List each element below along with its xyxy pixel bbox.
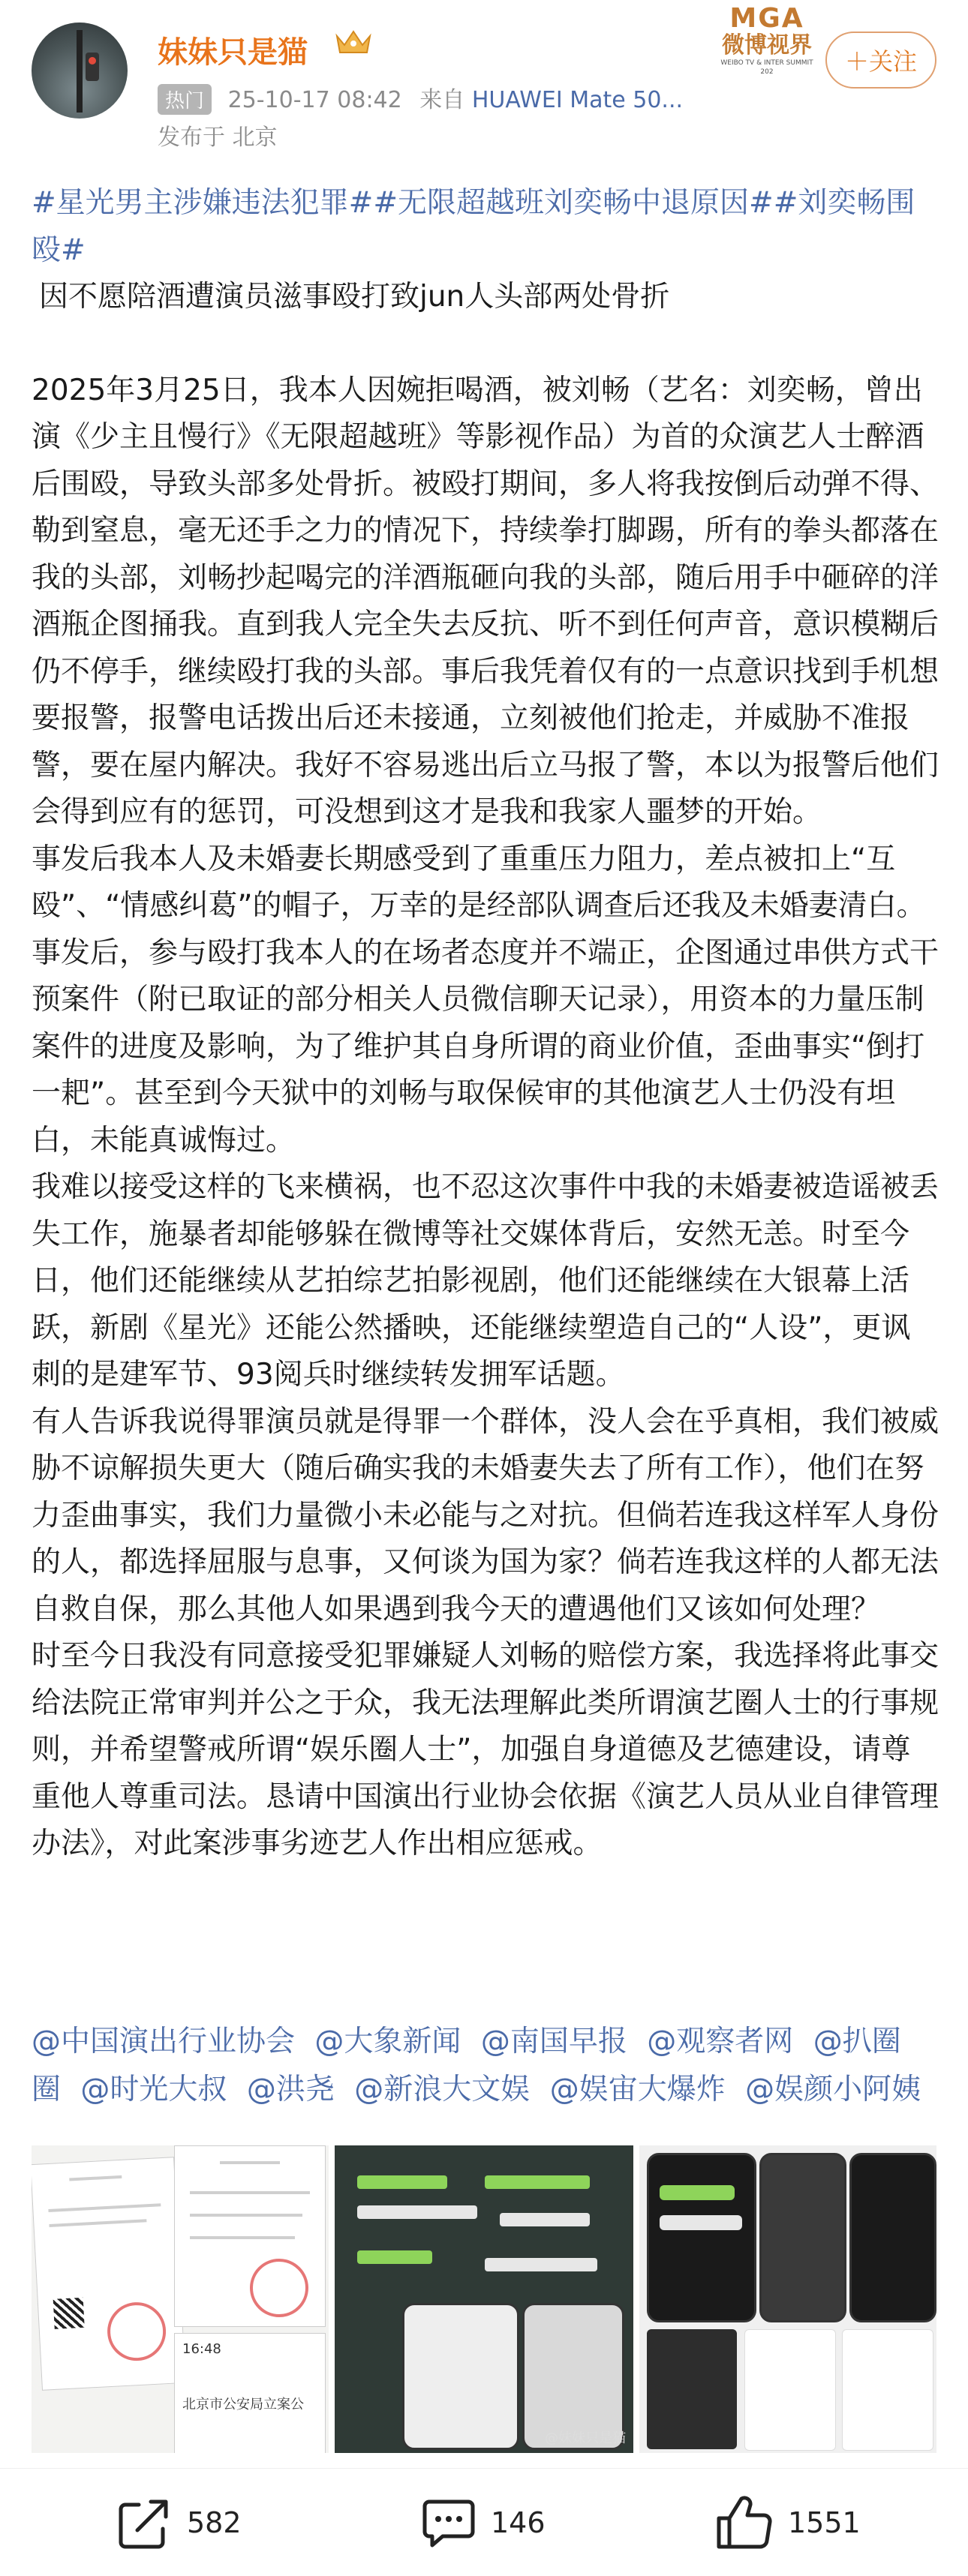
follow-button[interactable]: ＋关注 [825, 32, 936, 89]
chat-bubble [660, 2185, 735, 2200]
avatar-traffic-light [86, 53, 99, 81]
mention-link[interactable]: @娱宙大爆炸 [549, 2073, 726, 2106]
doc-time: 16:48 [182, 2341, 221, 2357]
post-header [0, 0, 968, 158]
watermark: @妹妹只是猫 [545, 2430, 626, 2446]
text-line [69, 2175, 122, 2181]
mentions [32, 2018, 939, 2114]
mention-link[interactable]: @大象新闻 [314, 2025, 461, 2058]
chat-bubble [357, 2205, 477, 2219]
thumbs-up-icon [714, 2494, 774, 2551]
post-paragraph: 时至今日我没有同意接受犯罪嫌疑人刘畅的赔偿方案，我选择将此事交给法院正常审判并公之于众，我无法理解此类所谓演艺圈人士的行事规则，并希望警戒所谓“娱乐圈人士”，加强自身道德及艺德建设，请尊重他人尊重司法。恳请中国演出行业协会依据《演艺人员从业自律管理办法》，对此案涉事劣迹艺人作出相应惩戒。 [32, 1639, 939, 1860]
post-meta [158, 81, 683, 115]
action-bar [0, 2468, 968, 2576]
post-paragraph: 有人告诉我说得罪演员就是得罪一个群体，没人会在乎真相，我们被威胁不谅解损失更大（随后确实我的未婚妻失去了所有工作），他们在努力歪曲事实，我们力量微小未必能与之对抗。但倘若连我这样军人身份的人，都选择屈服与息事，又何谈为国为家？倘若连我这样的人都无法自救自保，那么其他人如果遇到我今天的遭遇他们又该如何处理？ [32, 1404, 939, 1626]
text-line [220, 2161, 280, 2164]
username[interactable]: 妹妹只是猫 [158, 35, 308, 70]
comment-icon [420, 2494, 477, 2551]
chat-bubble [500, 2213, 590, 2226]
social-screenshot [744, 2329, 836, 2451]
chat-bubble [357, 2250, 432, 2264]
avatar[interactable] [32, 23, 128, 119]
share-icon [116, 2494, 173, 2551]
social-screenshot [842, 2329, 933, 2451]
like-button[interactable] [714, 2469, 861, 2576]
mention-link[interactable]: @观察者网 [647, 2025, 794, 2058]
post-paragraph: 事发后我本人及未婚妻长期感受到了重重压力阻力，差点被扣上“互殴”、“情感纠葛”的帽子，万幸的是经部队调查后还我及未婚妻清白。事发后，参与殴打我本人的在场者态度并不端正，企图通过串供方式干预案件（附已取证的部分相关人员微信聊天记录），用资本的力量压制案件的进度及影响，为了维护其自身所谓的商业价值，歪曲事实“倒打一耙”。甚至到今天狱中的刘畅与取保候审的其他演艺人士仍没有坦白，未能真诚悔过。 [32, 842, 939, 1157]
text-line [190, 2214, 302, 2217]
post-paragraph: 我难以接受这样的飞来横祸，也不忍这次事件中我的未婚妻被造谣被丢失工作，施暴者却能够躲在微博等社交媒体背后，安然无恙。时至今日，他们还能继续从艺拍综艺拍影视剧，他们还能继续在大银幕上活跃，新剧《星光》还能公然播映，还能继续塑造自己的“人设”，更讽刺的是建军节、93阅兵时继续转发拥军话题。 [32, 1170, 939, 1392]
device-name[interactable]: HUAWEI Mate 50... [471, 87, 684, 113]
comment-count: 146 [491, 2505, 546, 2539]
comment-button[interactable] [420, 2469, 546, 2576]
brand-logo-sub: WEIBO TV & INTER SUMMIT 202 [720, 59, 813, 76]
text-line [190, 2236, 295, 2239]
phone-screenshot [174, 2333, 326, 2453]
repost-button[interactable] [116, 2469, 242, 2576]
post-paragraph: 2025年3月25日，我本人因婉拒喝酒，被刘畅（艺名：刘奕畅，曾出演《少主且慢行》《无限超越班》等影视作品）为首的众演艺人士醉酒后围殴，导致头部多处骨折。被殴打期间，多人将我按倒后动弹不得、勒到窒息，毫无还手之力的情况下，持续拳打脚踢，所有的拳头都落在我的头部，刘畅抄起喝完的洋酒瓶砸向我的头部，随后用手中砸碎的洋酒瓶企图捅我。直到我人完全失去反抗、听不到任何声音，意识模糊后仍不停手，继续殴打我的头部。事后我凭着仅有的一点意识找到手机想要报警，报警电话拨出后还未接通，立刻被他们抢走，并威胁不准报警，要在屋内解决。我好不容易逃出后立马报了警，本以为报警后他们会得到应有的惩罚，可没想到这才是我和我家人噩梦的开始。 [32, 373, 939, 829]
chat-bubble [357, 2175, 447, 2189]
brand-logo-top: MGA [729, 3, 804, 34]
text-line [49, 2219, 146, 2227]
chat-bubble [485, 2258, 597, 2271]
like-count: 1551 [788, 2505, 861, 2539]
document-sheet [174, 2145, 326, 2327]
hashtags[interactable]: #星光男主涉嫌违法犯罪##无限超越班刘奕畅中退原因##刘奕畅围殴# [32, 186, 915, 267]
source-label: 来自 [419, 87, 465, 113]
post-subtitle: 因不愿陪酒遭演员滋事殴打致jun人头部两处骨折 [39, 280, 670, 314]
doc-text: 北京市公安局立案公 [182, 2397, 304, 2412]
phone-image [849, 2153, 936, 2322]
qr-code [53, 2298, 85, 2329]
post-timestamp: 25-10-17 08:42 [227, 87, 402, 113]
mention-link[interactable]: @南国早报 [480, 2025, 627, 2058]
post-location: 发布于 北京 [158, 125, 278, 151]
red-stamp [106, 2301, 167, 2362]
chat-bubble [485, 2175, 590, 2189]
gallery-image-chat[interactable] [335, 2145, 633, 2453]
phone-image [647, 2329, 737, 2449]
phone-image [759, 2153, 846, 2322]
document-sheet [32, 2157, 186, 2391]
avatar-pole [77, 30, 83, 113]
text-line [190, 2191, 310, 2194]
brand-logo-middle: 微博视界 [722, 32, 812, 59]
phone-image [647, 2153, 756, 2322]
text-line [48, 2203, 161, 2212]
gallery-image-phones[interactable] [639, 2145, 936, 2453]
chat-bubble [660, 2215, 742, 2230]
hot-badge: 热门 [158, 84, 212, 115]
mention-link[interactable]: @扒圈圈 [32, 2025, 901, 2106]
brand-logo [714, 3, 819, 76]
crown-icon [334, 27, 373, 57]
post-body [32, 180, 939, 1868]
red-stamp [250, 2259, 308, 2317]
spacer [32, 321, 939, 368]
mention-link[interactable]: @娱颜小阿姨 [745, 2073, 921, 2106]
mention-link[interactable]: @时光大叔 [80, 2073, 227, 2106]
mention-link[interactable]: @新浪大文娱 [354, 2073, 531, 2106]
phone-image [402, 2303, 519, 2450]
mention-link[interactable]: @中国演出行业协会 [32, 2025, 296, 2058]
mention-link[interactable]: @洪尧 [246, 2073, 335, 2106]
image-gallery [32, 2145, 936, 2453]
repost-count: 582 [187, 2505, 242, 2539]
gallery-image-document[interactable] [32, 2145, 329, 2453]
